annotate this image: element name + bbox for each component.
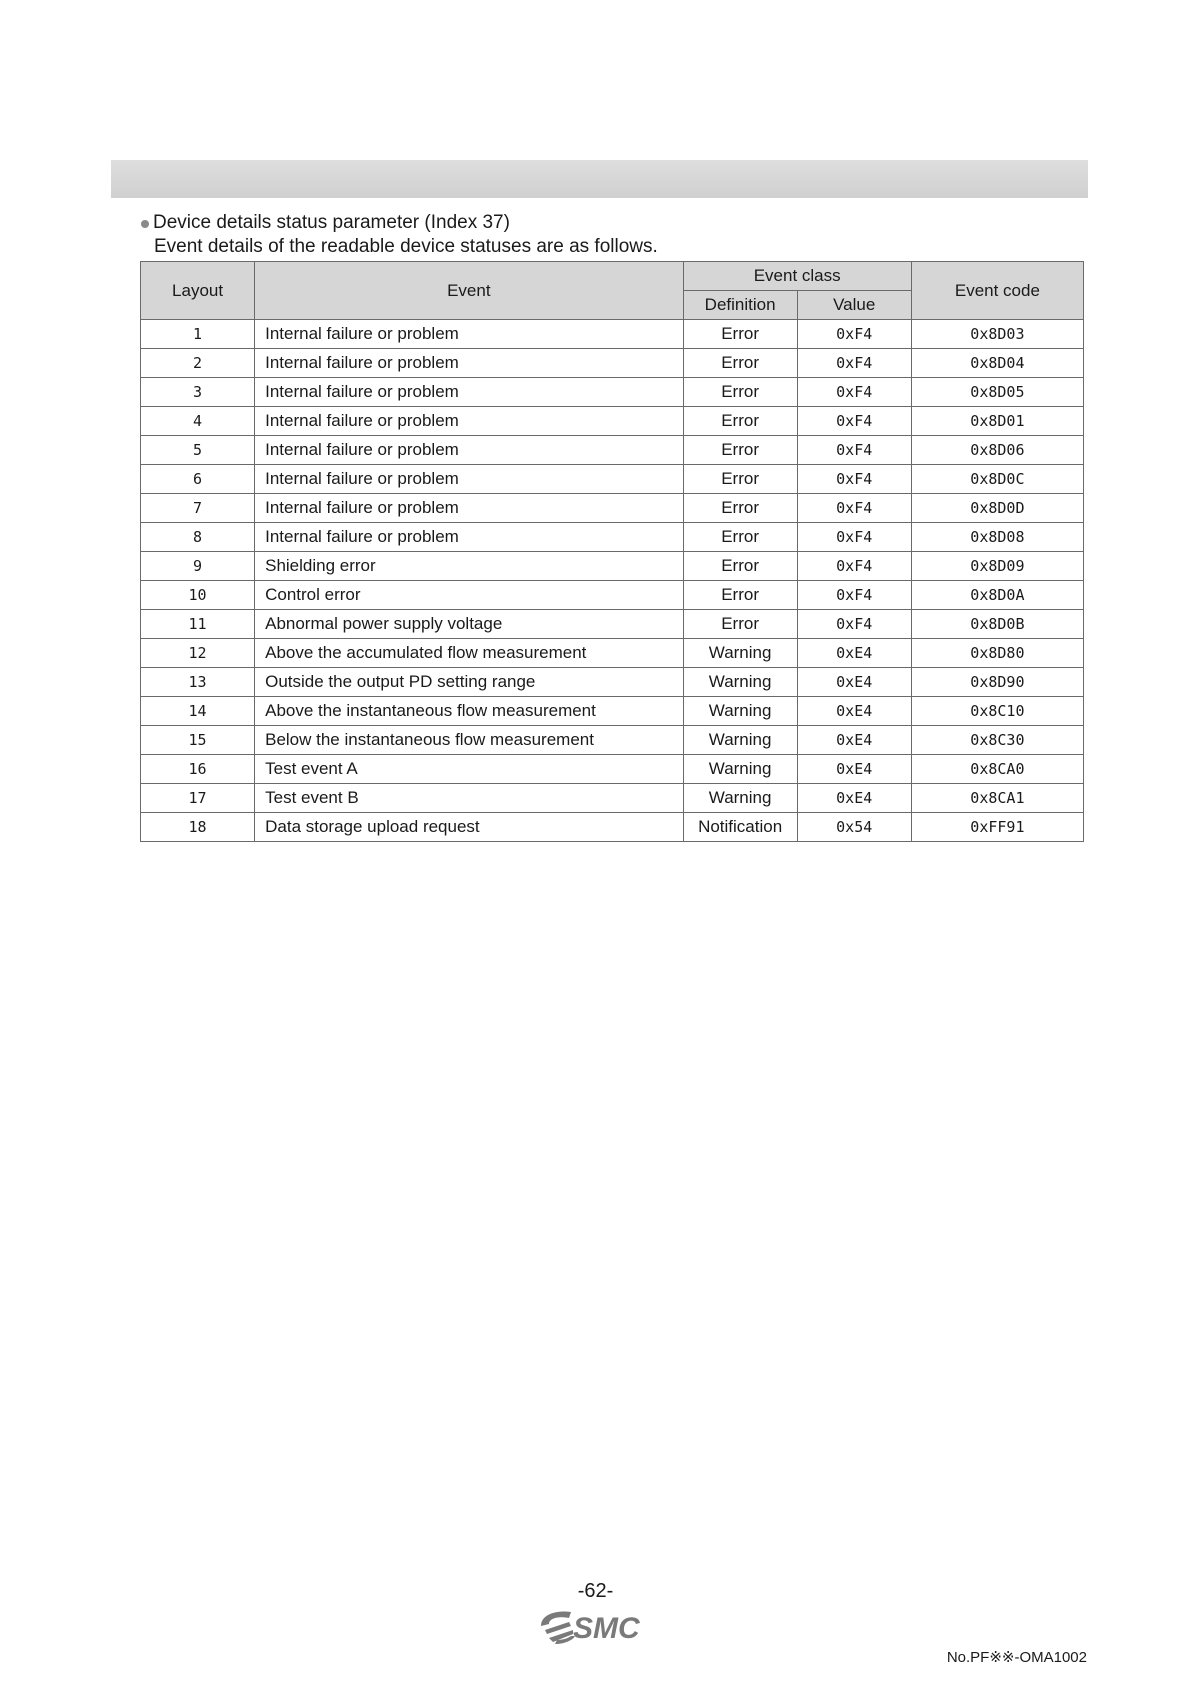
cell-definition: Error (683, 349, 797, 378)
table-row (141, 378, 1084, 407)
cell-definition: Error (683, 610, 797, 639)
cell-layout: 1 (141, 320, 255, 349)
cell-value: 0xE4 (797, 639, 911, 668)
cell-value: 0x54 (797, 813, 911, 842)
smc-logo (535, 1604, 665, 1648)
cell-value: 0xF4 (797, 610, 911, 639)
table-body (141, 320, 1084, 842)
cell-event-code: 0x8D06 (911, 436, 1083, 465)
cell-definition: Warning (683, 639, 797, 668)
cell-value: 0xF4 (797, 581, 911, 610)
table-row (141, 494, 1084, 523)
cell-value: 0xF4 (797, 320, 911, 349)
cell-definition: Error (683, 407, 797, 436)
cell-definition: Error (683, 378, 797, 407)
cell-layout: 14 (141, 697, 255, 726)
cell-layout: 11 (141, 610, 255, 639)
cell-event-code: 0x8C10 (911, 697, 1083, 726)
cell-event: Test event B (255, 784, 683, 813)
cell-layout: 13 (141, 668, 255, 697)
table-row (141, 726, 1084, 755)
cell-layout: 4 (141, 407, 255, 436)
cell-event: Outside the output PD setting range (255, 668, 683, 697)
cell-event: Internal failure or problem (255, 465, 683, 494)
cell-event-code: 0x8D08 (911, 523, 1083, 552)
cell-event-code: 0x8CA0 (911, 755, 1083, 784)
table-row (141, 407, 1084, 436)
cell-value: 0xE4 (797, 668, 911, 697)
table-row (141, 320, 1084, 349)
cell-definition: Warning (683, 784, 797, 813)
page-number: -62- (577, 1580, 614, 1602)
cell-event-code: 0x8D80 (911, 639, 1083, 668)
cell-value: 0xE4 (797, 697, 911, 726)
logo-text: SMC (573, 1612, 640, 1645)
cell-value: 0xE4 (797, 755, 911, 784)
cell-layout: 18 (141, 813, 255, 842)
cell-event: Abnormal power supply voltage (255, 610, 683, 639)
table-row (141, 552, 1084, 581)
document-number: No.PF※※-OMA1002 (946, 1649, 1087, 1666)
cell-definition: Error (683, 494, 797, 523)
event-details-table (140, 261, 1084, 842)
header-layout: Layout (141, 262, 255, 320)
cell-value: 0xF4 (797, 378, 911, 407)
cell-definition: Error (683, 465, 797, 494)
cell-event-code: 0x8D90 (911, 668, 1083, 697)
cell-event: Internal failure or problem (255, 378, 683, 407)
table-row (141, 755, 1084, 784)
cell-event: Internal failure or problem (255, 320, 683, 349)
header-event-code: Event code (911, 262, 1083, 320)
cell-event: Above the instantaneous flow measurement (255, 697, 683, 726)
cell-event: Data storage upload request (255, 813, 683, 842)
table-row (141, 697, 1084, 726)
cell-value: 0xF4 (797, 349, 911, 378)
cell-event: Test event A (255, 755, 683, 784)
cell-event: Below the instantaneous flow measurement (255, 726, 683, 755)
cell-event: Internal failure or problem (255, 349, 683, 378)
cell-value: 0xF4 (797, 465, 911, 494)
table-row (141, 639, 1084, 668)
section-header-band (111, 160, 1088, 198)
cell-value: 0xF4 (797, 552, 911, 581)
table-row (141, 436, 1084, 465)
cell-event-code: 0x8D05 (911, 378, 1083, 407)
cell-event-code: 0x8D04 (911, 349, 1083, 378)
cell-event-code: 0x8D01 (911, 407, 1083, 436)
cell-layout: 8 (141, 523, 255, 552)
header-event: Event (255, 262, 683, 320)
cell-definition: Error (683, 523, 797, 552)
cell-value: 0xF4 (797, 494, 911, 523)
cell-event-code: 0x8D0D (911, 494, 1083, 523)
cell-event-code: 0x8D0A (911, 581, 1083, 610)
cell-event-code: 0x8C30 (911, 726, 1083, 755)
cell-value: 0xF4 (797, 407, 911, 436)
cell-layout: 2 (141, 349, 255, 378)
cell-event: Control error (255, 581, 683, 610)
cell-value: 0xF4 (797, 436, 911, 465)
cell-event-code: 0x8D0C (911, 465, 1083, 494)
cell-layout: 6 (141, 465, 255, 494)
cell-event: Above the accumulated flow measurement (255, 639, 683, 668)
cell-definition: Warning (683, 697, 797, 726)
cell-layout: 16 (141, 755, 255, 784)
cell-definition: Error (683, 552, 797, 581)
intro-description: Event details of the readable device statuses are as follows. (154, 236, 658, 257)
cell-value: 0xE4 (797, 726, 911, 755)
cell-event-code: 0x8CA1 (911, 784, 1083, 813)
cell-event: Shielding error (255, 552, 683, 581)
cell-layout: 10 (141, 581, 255, 610)
cell-layout: 12 (141, 639, 255, 668)
cell-layout: 7 (141, 494, 255, 523)
cell-definition: Notification (683, 813, 797, 842)
cell-layout: 9 (141, 552, 255, 581)
table-row (141, 784, 1084, 813)
header-value: Value (797, 291, 911, 320)
cell-definition: Warning (683, 668, 797, 697)
cell-definition: Error (683, 320, 797, 349)
cell-definition: Error (683, 581, 797, 610)
intro-heading: Device details status parameter (Index 37) (153, 212, 510, 233)
cell-value: 0xF4 (797, 523, 911, 552)
cell-layout: 5 (141, 436, 255, 465)
intro-text (141, 211, 658, 259)
cell-event-code: 0x8D09 (911, 552, 1083, 581)
cell-value: 0xE4 (797, 784, 911, 813)
cell-event: Internal failure or problem (255, 494, 683, 523)
table-row (141, 349, 1084, 378)
cell-event: Internal failure or problem (255, 436, 683, 465)
cell-definition: Error (683, 436, 797, 465)
table-row (141, 610, 1084, 639)
cell-event-code: 0xFF91 (911, 813, 1083, 842)
table-row (141, 465, 1084, 494)
cell-event: Internal failure or problem (255, 523, 683, 552)
bullet-icon (141, 220, 149, 228)
cell-event-code: 0x8D03 (911, 320, 1083, 349)
header-event-class: Event class (683, 262, 911, 291)
cell-layout: 15 (141, 726, 255, 755)
table-row (141, 813, 1084, 842)
cell-definition: Warning (683, 726, 797, 755)
cell-event-code: 0x8D0B (911, 610, 1083, 639)
cell-definition: Warning (683, 755, 797, 784)
table-row (141, 523, 1084, 552)
cell-layout: 17 (141, 784, 255, 813)
cell-event: Internal failure or problem (255, 407, 683, 436)
table-row (141, 668, 1084, 697)
header-definition: Definition (683, 291, 797, 320)
table-row (141, 581, 1084, 610)
cell-layout: 3 (141, 378, 255, 407)
